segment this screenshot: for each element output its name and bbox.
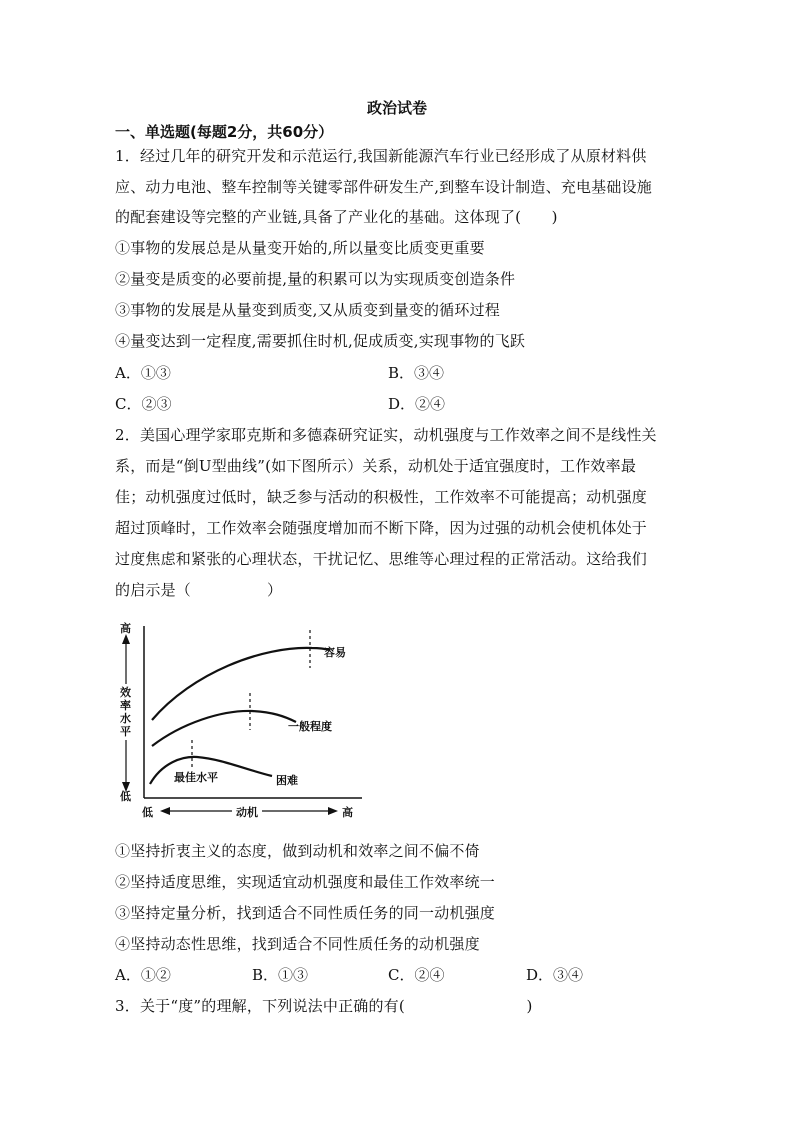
q2-stem-line: 超过顶峰时，工作效率会随强度增加而不断下降，因为过强的动机会使机体处于 bbox=[115, 519, 648, 537]
q3-stem-line: 3．关于“度”的理解，下列说法中正确的有( ) bbox=[115, 997, 533, 1015]
x-low-label: 低 bbox=[142, 806, 153, 819]
curve-easy-label: 容易 bbox=[324, 646, 346, 659]
x-arrow-left-icon bbox=[160, 807, 170, 815]
q2-item: ④坚持动态性思维，找到适合不同性质任务的动机强度 bbox=[115, 935, 480, 953]
q2-item: ①坚持折衷主义的态度，做到动机和效率之间不偏不倚 bbox=[115, 842, 480, 860]
q1-option-b: B．③④ bbox=[388, 364, 445, 382]
q1-option-d: D．②④ bbox=[388, 395, 446, 413]
y-label-char: 率 bbox=[120, 699, 131, 712]
y-low-label: 低 bbox=[120, 790, 131, 803]
q1-item: ②量变是质变的必要前提,量的积累可以为实现质变创造条件 bbox=[115, 270, 516, 288]
q1-stem-line: 的配套建设等完整的产业链,具备了产业化的基础。这体现了( ) bbox=[115, 208, 558, 226]
q2-stem-line: 2．美国心理学家耶克斯和多德森研究证实，动机强度与工作效率之间不是线性关 bbox=[115, 426, 657, 444]
q2-option-a: A．①② bbox=[115, 966, 171, 984]
x-arrow-right-icon bbox=[328, 807, 338, 815]
q1-option-c: C．②③ bbox=[115, 395, 172, 413]
section-title: 一、单选题(每题2分，共60分） bbox=[115, 123, 334, 141]
q1-item: ④量变达到一定程度,需要抓住时机,促成质变,实现事物的飞跃 bbox=[115, 332, 526, 350]
optimal-level-label: 最佳水平 bbox=[174, 771, 218, 784]
q1-item: ③事物的发展是从量变到质变,又从质变到量变的循环过程 bbox=[115, 301, 500, 319]
q1-item: ①事物的发展总是从量变开始的,所以量变比质变更重要 bbox=[115, 239, 485, 257]
q2-item: ③坚持定量分析，找到适合不同性质任务的同一动机强度 bbox=[115, 904, 496, 922]
curve-medium-label: 一般程度 bbox=[288, 720, 332, 733]
x-axis-label: 动机 bbox=[236, 806, 258, 819]
q1-stem-line: 应、动力电池、整车控制等关键零部件研发生产,到整车设计制造、充电基础设施 bbox=[115, 178, 652, 196]
y-label-char: 平 bbox=[120, 725, 131, 738]
curve-medium bbox=[152, 711, 296, 746]
y-label-char: 效 bbox=[120, 686, 131, 699]
curve-hard-label: 困难 bbox=[276, 774, 298, 787]
y-arrow-up-icon bbox=[122, 634, 130, 644]
q1-stem-line: 1．经过几年的研究开发和示范运行,我国新能源汽车行业已经形成了从原材料供 bbox=[115, 147, 647, 165]
q2-option-b: B．①③ bbox=[252, 966, 309, 984]
q1-option-a: A．①③ bbox=[115, 364, 171, 382]
q2-stem-line: 系，而是“倒U型曲线”(如下图所示）关系，动机处于适宜强度时，工作效率最 bbox=[115, 457, 637, 475]
y-high-label: 高 bbox=[120, 622, 131, 635]
y-label-char: 水 bbox=[120, 712, 131, 725]
q2-item: ②坚持适度思维，实现适宜动机强度和最佳工作效率统一 bbox=[115, 873, 496, 891]
page-title: 政治试卷 bbox=[366, 99, 427, 117]
q2-option-c: C．②④ bbox=[388, 966, 445, 984]
q2-option-d: D．③④ bbox=[526, 966, 584, 984]
yerkes-dodson-figure bbox=[112, 618, 372, 823]
q2-stem-line: 佳；动机强度过低时，缺乏参与活动的积极性，工作效率不可能提高；动机强度 bbox=[115, 488, 648, 506]
q2-stem-line: 过度焦虑和紧张的心理状态，干扰记忆、思维等心理过程的正常活动。这给我们 bbox=[115, 550, 648, 568]
q2-stem-line: 的启示是（ ） bbox=[115, 581, 283, 599]
curve-easy bbox=[152, 648, 330, 720]
x-high-label: 高 bbox=[342, 806, 353, 819]
